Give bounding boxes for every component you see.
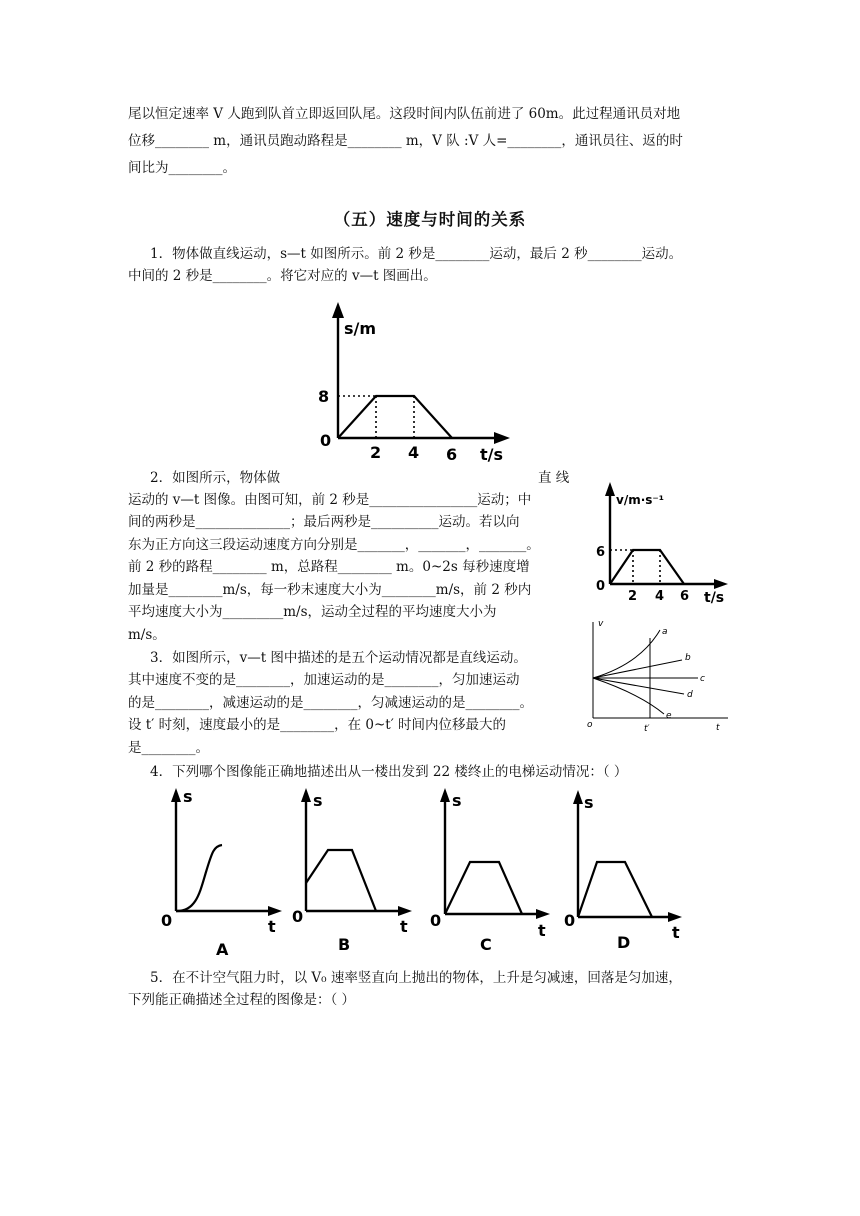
option-b-origin: 0 <box>292 907 304 926</box>
fig1-xtick: 2 <box>370 443 382 462</box>
section-title: （五）速度与时间的关系 <box>333 210 527 229</box>
q5-line-2: 下列能正确描述全过程的图像是：（ ） <box>128 992 356 1008</box>
fig3-tmark: t′ <box>644 724 650 734</box>
fig1-xtick: 6 <box>446 445 458 464</box>
q2-line-1a: 2．如图所示，物体做 <box>150 470 281 486</box>
option-c-origin: 0 <box>430 911 442 930</box>
q3-line-4: 设 t′ 时刻，速度最小的是________，在 0~t′ 时间内位移最大的 <box>128 717 507 733</box>
fig3-curve-label: e <box>666 711 672 721</box>
intro-line-2: 位移________ m，通讯员跑动路程是________ m，V 队 :V 人=________，通讯员往、返的时 <box>128 133 683 149</box>
option-d-graph <box>564 790 682 952</box>
fig3-curve-label: d <box>687 690 693 700</box>
fig3-curve-label: c <box>700 674 705 684</box>
option-b-caption: B <box>338 935 351 954</box>
fig3-curve-label: a <box>662 627 668 637</box>
fig1-origin: 0 <box>320 431 332 450</box>
q1-line-2: 中间的 2 秒是________。将它对应的 v—t 图画出。 <box>128 268 437 284</box>
fig2-xtick: 2 <box>628 589 638 604</box>
q5-line-1: 5．在不计空气阻力时，以 V₀ 速率竖直向上抛出的物体，上升是匀减速，回落是匀加速， <box>150 970 682 986</box>
q2-line-1b: 直 线 <box>538 470 570 486</box>
fig2-origin: 0 <box>596 579 606 594</box>
q2-line-4: 东为正方向这三段运动速度方向分别是_______，_______，_______。 <box>128 537 540 553</box>
option-d-origin: 0 <box>564 911 576 930</box>
fig3-xlabel: t <box>716 723 720 733</box>
fig2-ylabel: v/m·s⁻¹ <box>616 493 664 507</box>
fig3-origin: o <box>587 720 593 730</box>
option-b-ylabel: s <box>313 791 323 810</box>
q2-line-6: 加量是________m/s，每一秒末速度大小为________m/s，前 2 秒内 <box>128 582 532 598</box>
option-a-ylabel: s <box>183 787 193 806</box>
q3-line-5: 是________。 <box>128 740 209 756</box>
q4-line-1: 4．下列哪个图像能正确地描述出从一楼出发到 22 楼终止的电梯运动情况：（ ） <box>150 764 628 780</box>
q2-line-2: 运动的 v—t 图像。由图可知，前 2 秒是________________运动；中 <box>128 492 532 508</box>
option-c-graph <box>430 788 550 954</box>
intro-line-3: 间比为________。 <box>128 160 236 176</box>
q2-line-3: 间的两秒是______________；最后两秒是__________运动。若以向 <box>128 514 520 530</box>
intro-line-1: 尾以恒定速率 V 人跑到队首立即返回队尾。这段时间内队伍前进了 60m。此过程通讯员对地 <box>128 106 681 122</box>
fig2-ytick: 6 <box>596 545 606 560</box>
option-c-caption: C <box>480 935 492 954</box>
option-a-graph <box>161 787 282 959</box>
option-b-xlabel: t <box>400 917 408 936</box>
fig1-ytick: 8 <box>318 387 330 406</box>
q2-line-5: 前 2 秒的路程________ m，总路程________ m。0~2s 每秒速度增 <box>128 559 530 575</box>
q3-line-3: 的是________，减速运动的是________，匀减速运动的是________。 <box>128 695 533 711</box>
option-d-ylabel: s <box>584 793 594 812</box>
q2-line-8: m/s。 <box>128 627 166 643</box>
option-b-graph <box>292 788 412 954</box>
fig1-ylabel: s/m <box>344 319 377 338</box>
q3-line-2: 其中速度不变的是________，加速运动的是________，匀加速运动 <box>128 672 520 688</box>
option-c-xlabel: t <box>538 921 546 940</box>
fig3-ylabel: v <box>598 619 604 629</box>
option-a-origin: 0 <box>161 911 173 930</box>
option-d-xlabel: t <box>672 923 680 942</box>
option-a-xlabel: t <box>268 917 276 936</box>
fig2-xtick: 6 <box>680 589 690 604</box>
fig2-xtick: 4 <box>655 589 665 604</box>
fig2-xlabel: t/s <box>704 590 725 606</box>
fig1-xtick: 4 <box>408 443 420 462</box>
q2-line-7: 平均速度大小为_________m/s，运动全过程的平均速度大小为 <box>128 604 497 620</box>
fig3-curve-label: b <box>685 653 691 663</box>
option-c-ylabel: s <box>452 791 462 810</box>
q1-line-1: 1．物体做直线运动，s—t 如图所示。前 2 秒是________运动，最后 2 秒________运动。 <box>150 246 683 262</box>
fig1-xlabel: t/s <box>480 445 504 464</box>
q3-line-1: 3．如图所示，v—t 图中描述的是五个运动情况都是直线运动。 <box>150 650 527 666</box>
option-a-caption: A <box>216 940 229 959</box>
option-d-caption: D <box>617 933 631 952</box>
